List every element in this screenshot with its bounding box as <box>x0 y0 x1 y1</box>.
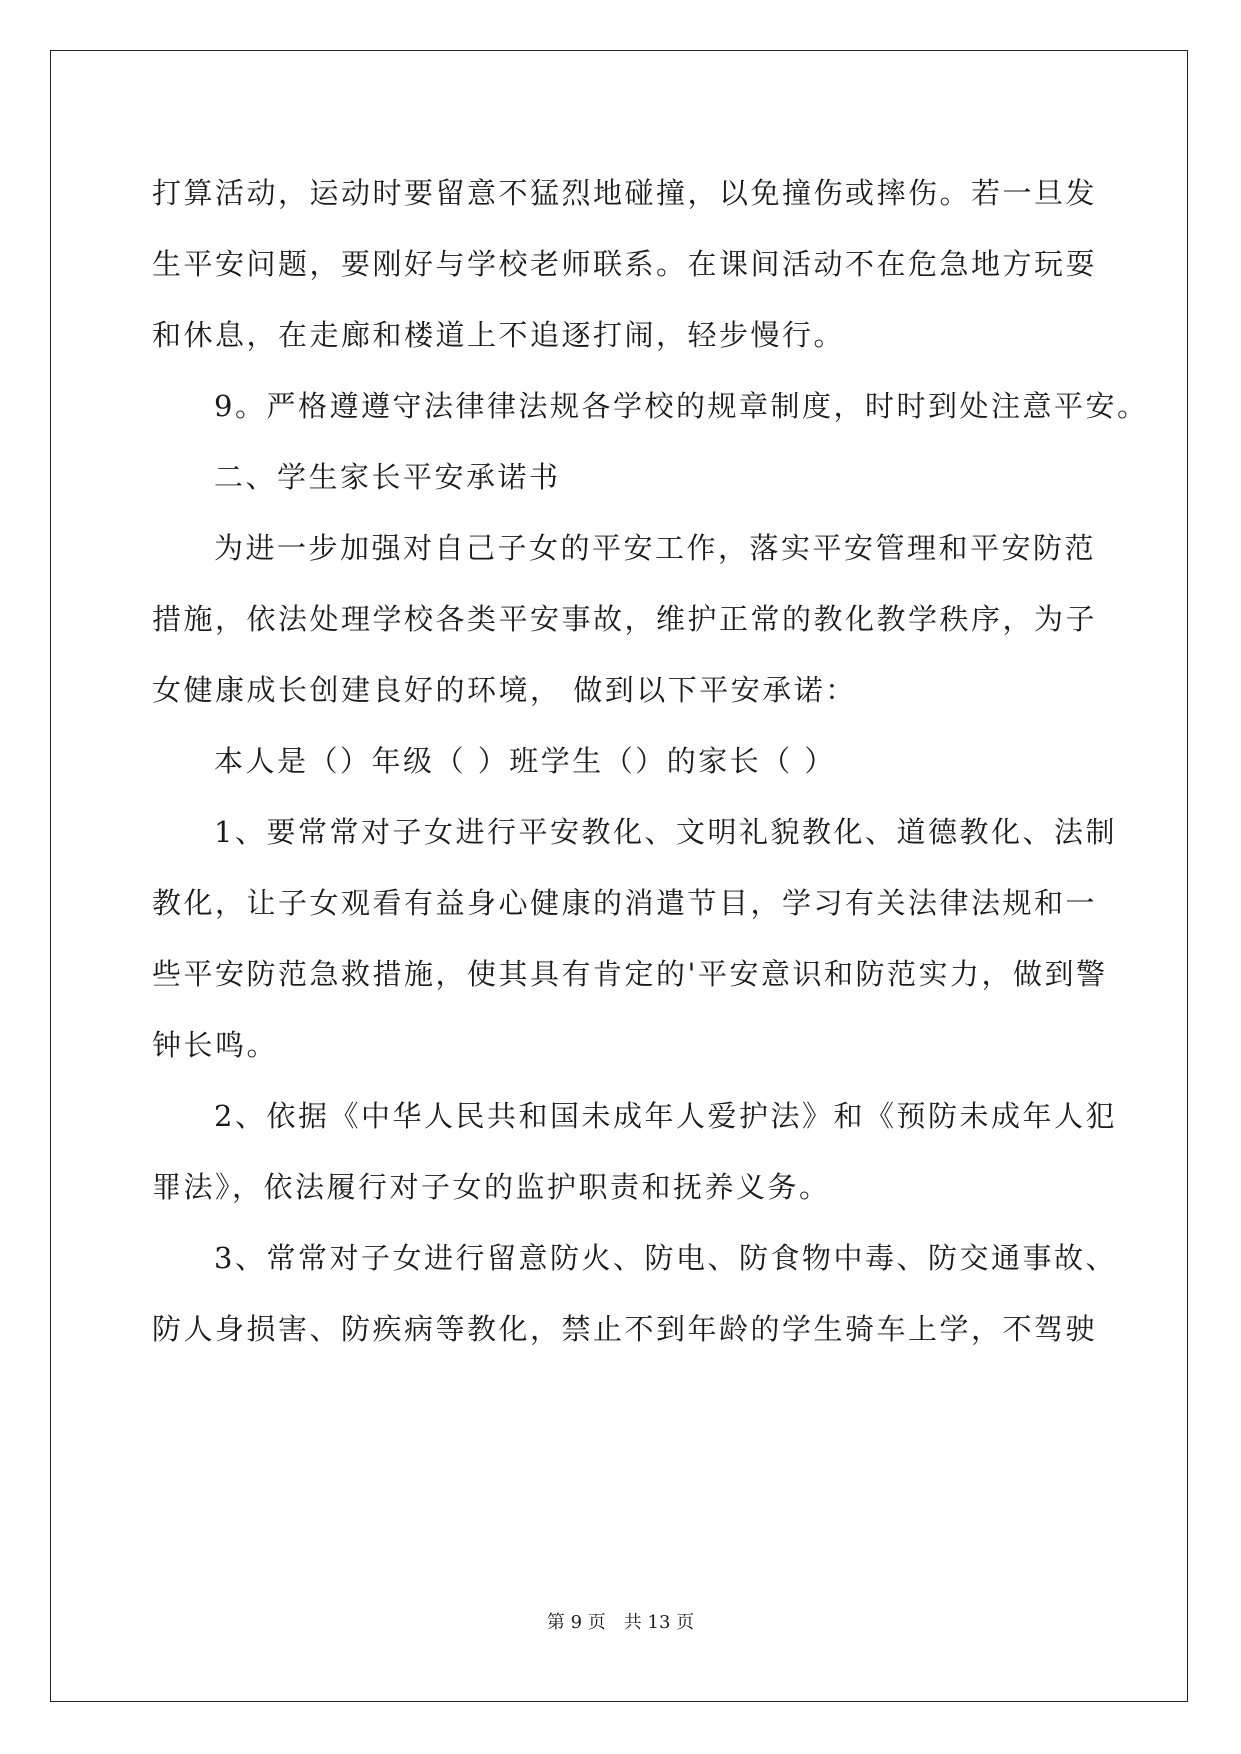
text-line: 和休息，在走廊和楼道上不追逐打闹，轻步慢行。 <box>152 318 846 352</box>
text-line: 女健康成长创建良好的环境， 做到以下平安承诺： <box>152 673 857 707</box>
text-line: 些平安防范急救措施，使其具有肯定的'平安意识和防范实力，做到警 <box>152 957 1108 991</box>
text-line: 钟长鸣。 <box>152 1028 279 1062</box>
document-body <box>152 158 1149 1365</box>
text-line: 3、常常对子女进行留意防火、防电、防食物中毒、防交通事故、 <box>214 1241 1117 1275</box>
text-line: 为进一步加强对自己子女的平安工作，落实平安管理和平安防范 <box>214 531 1097 565</box>
text-line: 措施，依法处理学校各类平安事故，维护正常的教化教学秩序，为子 <box>152 602 1098 636</box>
text-line: 防人身损害、防疾病等教化，禁止不到年龄的学生骑车上学，不驾驶 <box>152 1312 1098 1346</box>
text-line: 1、要常常对子女进行平安教化、文明礼貌教化、道德教化、法制 <box>214 815 1117 849</box>
text-line: 2、依据《中华人民共和国未成年人爱护法》和《预防未成年人犯 <box>214 1099 1117 1133</box>
text-line: 教化，让子女观看有益身心健康的消遣节目，学习有关法律法规和一 <box>152 886 1098 920</box>
text-line: 打算活动，运动时要留意不猛烈地碰撞，以免撞伤或摔伤。若一旦发 <box>152 176 1098 210</box>
section-heading: 二、学生家长平安承诺书 <box>214 460 561 494</box>
text-line: 9。严格遵遵守法律律法规各学校的规章制度，时时到处注意平安。 <box>214 389 1149 423</box>
page-number: 第 9 页 共 13 页 <box>546 1612 695 1633</box>
text-line: 罪法》，依法履行对子女的监护职责和抚养义务。 <box>152 1170 831 1204</box>
text-line: 本人是（）年级（ ）班学生（）的家长（ ） <box>214 744 836 778</box>
text-line: 生平安问题，要刚好与学校老师联系。在课间活动不在危急地方玩耍 <box>152 247 1098 281</box>
